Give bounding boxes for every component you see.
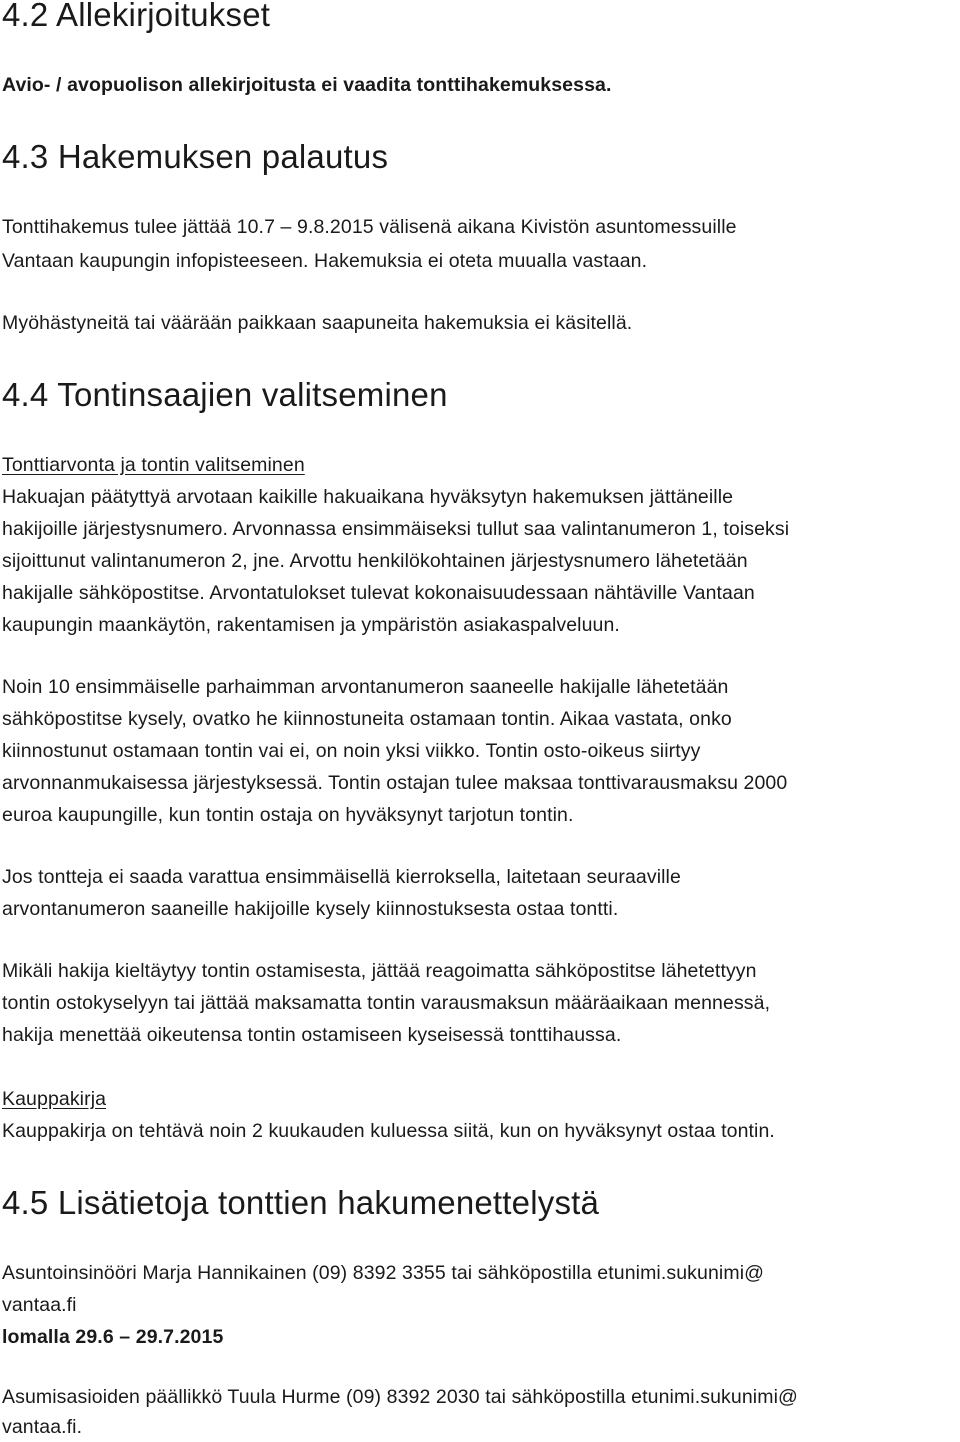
vacation-note: lomalla 29.6 – 29.7.2015: [2, 1326, 224, 1348]
subheading-kauppakirja: Kauppakirja: [2, 1088, 107, 1110]
paragraph-line: hakijalle sähköpostitse. Arvontatulokset tulevat kokonaisuudessaan nähtäville Vantaan: [2, 582, 755, 604]
subheading-tonttiarvonta: Tonttiarvonta ja tontin valitseminen: [2, 454, 305, 476]
paragraph-line: Jos tontteja ei saada varattua ensimmäisellä kierroksella, laitetaan seuraaville: [2, 866, 681, 888]
paragraph-line: hakijoille järjestysnumero. Arvonnassa ensimmäiseksi tullut saa valintanumeron 1, toiseksi: [2, 518, 790, 540]
paragraph-line: Mikäli hakija kieltäytyy tontin ostamisesta, jättää reagoimatta sähköpostitse lähetettyyn: [2, 960, 757, 982]
paragraph-line: Noin 10 ensimmäiselle parhaimman arvontanumeron saaneelle hakijalle lähetetään: [2, 676, 729, 698]
paragraph-line: Avio- / avopuolison allekirjoitusta ei vaadita tonttihakemuksessa.: [2, 74, 612, 96]
paragraph-line: kaupungin maankäytön, rakentamisen ja ympäristön asiakaspalveluun.: [2, 614, 620, 636]
contact-line: Asuntoinsinööri Marja Hannikainen (09) 8392 3355 tai sähköpostilla etunimi.sukunimi@: [2, 1262, 765, 1284]
paragraph-line: sähköpostitse kysely, ovatko he kiinnostuneita ostamaan tontin. Aikaa vastata, onko: [2, 708, 732, 730]
section-heading-4-3: 4.3 Hakemuksen palautus: [2, 138, 389, 175]
paragraph-line: Vantaan kaupungin infopisteeseen. Hakemuksia ei oteta muualla vastaan.: [2, 250, 648, 272]
paragraph-line: hakija menettää oikeutensa tontin ostamiseen kyseisessä tonttihaussa.: [2, 1024, 622, 1046]
paragraph-line: kiinnostunut ostamaan tontin vai ei, on noin yksi viikko. Tontin osto-oikeus siirtyy: [2, 740, 701, 762]
section-heading-4-4: 4.4 Tontinsaajien valitseminen: [2, 376, 448, 413]
paragraph-line: tontin ostokyselyyn tai jättää maksamatta tontin varausmaksun määräaikaan mennessä,: [2, 992, 771, 1014]
contact-line: Asumisasioiden päällikkö Tuula Hurme (09) 8392 2030 tai sähköpostilla etunimi.sukunimi@: [2, 1386, 798, 1408]
paragraph-line: Tonttihakemus tulee jättää 10.7 – 9.8.2015 välisenä aikana Kivistön asuntomessuille: [2, 216, 737, 238]
paragraph-line: Kauppakirja on tehtävä noin 2 kuukauden kuluessa siitä, kun on hyväksynyt ostaa tontin.: [2, 1120, 775, 1142]
section-heading-4-5: 4.5 Lisätietoja tonttien hakumenettelystä: [2, 1184, 600, 1221]
section-heading-4-2: 4.2 Allekirjoitukset: [2, 0, 271, 33]
paragraph-line: Hakuajan päätyttyä arvotaan kaikille hakuaikana hyväksytyn hakemuksen jättäneille: [2, 486, 734, 508]
paragraph-line: arvontanumeron saaneille hakijoille kysely kiinnostuksesta ostaa tontti.: [2, 898, 619, 920]
contact-line: vantaa.fi: [2, 1294, 77, 1316]
paragraph-line: sijoittunut valintanumeron 2, jne. Arvottu henkilökohtainen järjestysnumero lähetetään: [2, 550, 748, 572]
paragraph-line: arvonnanmukaisessa järjestyksessä. Tontin ostajan tulee maksaa tonttivarausmaksu 2000: [2, 772, 788, 794]
paragraph-line: euroa kaupungille, kun tontin ostaja on hyväksynyt tarjotun tontin.: [2, 804, 574, 826]
contact-line: vantaa.fi.: [2, 1416, 83, 1438]
paragraph-line: Myöhästyneitä tai väärään paikkaan saapuneita hakemuksia ei käsitellä.: [2, 312, 633, 334]
